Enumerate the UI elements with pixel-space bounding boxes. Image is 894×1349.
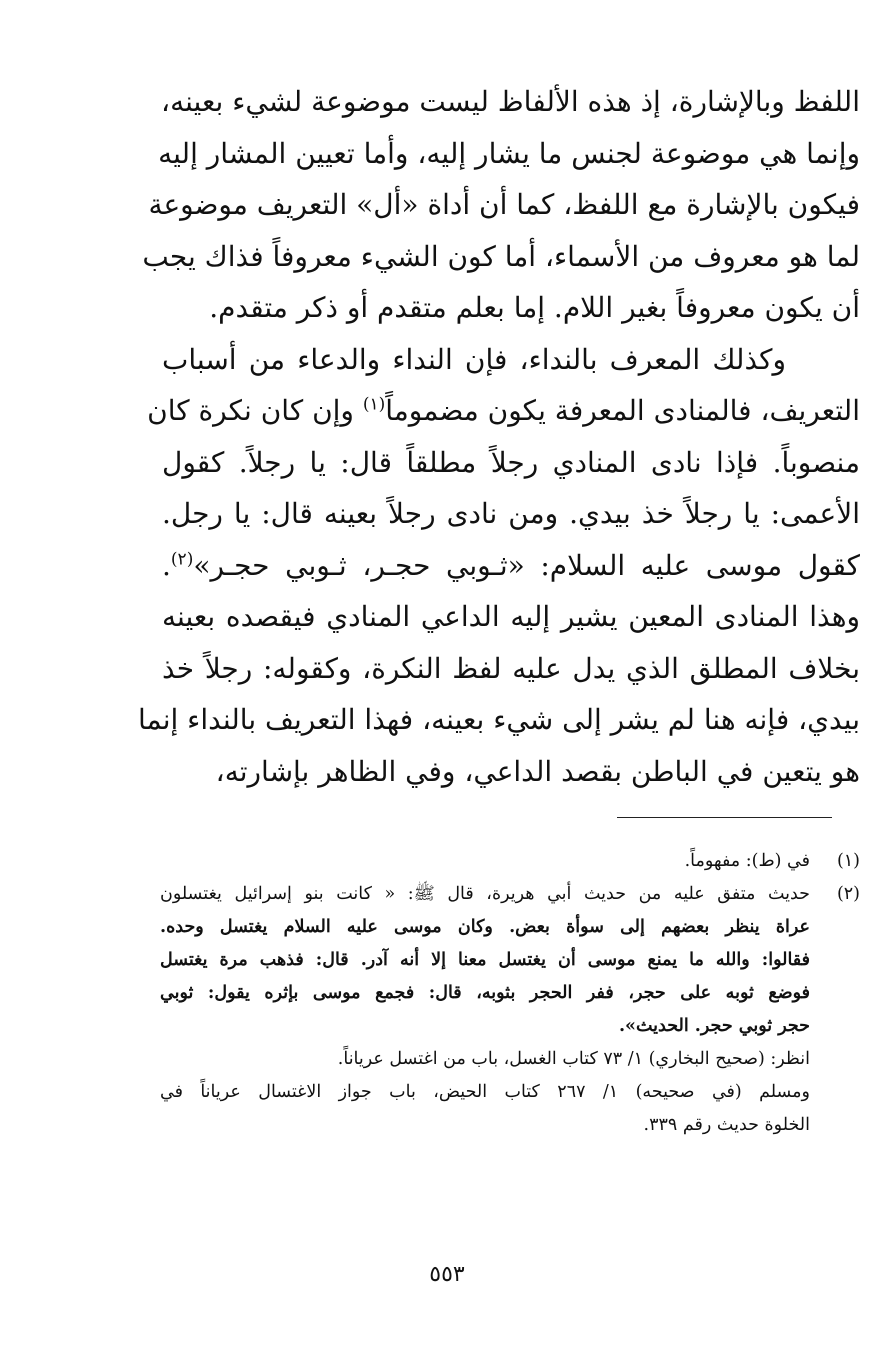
footnote-number: (١) xyxy=(836,851,860,871)
main-text-block xyxy=(137,76,860,797)
footnote-line: حديث متفق عليه من حديث أبي هريرة، قال ﷺ: « كانت بنو إسرائيل يغتسلون xyxy=(160,884,810,904)
footnote-line: الخلوة حديث رقم ٣٣٩. xyxy=(643,1115,810,1135)
text-line: أن يكون معروفاً بغير اللام. إما بعلم متقدم أو ذكر متقدم. xyxy=(209,291,860,324)
footnote-line: فوضع ثوبه على حجر، ففر الحجر بثوبه، قال: فجمع موسى بإثره يقول: ثوبي xyxy=(160,983,810,1003)
text-line: فيكون بالإشارة مع اللفظ، كما أن أداة «أل» التعريف موضوعة xyxy=(148,188,860,221)
footnote-2 xyxy=(160,878,860,1142)
footnote-line: حجر ثوبي حجر. الحديث». xyxy=(618,1016,810,1036)
text-line: اللفظ وبالإشارة، إذ هذه الألفاظ ليست موضوعة لشيء بعينه، xyxy=(161,85,860,118)
footnote-line: انظر: (صحيح البخاري) ١/ ٧٣ كتاب الغسل، باب من اغتسل عرياناً. xyxy=(337,1049,810,1069)
footnote-reference[interactable]: (٢) xyxy=(170,549,194,570)
text-segment: كقول موسى عليه السلام: «ثـوبي حجـر، ثـوبي حجـر» xyxy=(193,548,860,582)
text-segment: التعريف، فالمنادى المعرفة يكون مضموماً xyxy=(385,394,860,427)
footnote-line: في (ط): مفهوماً. xyxy=(684,851,810,871)
page-number: ٥٥٣ xyxy=(429,1262,465,1287)
text-segment: وإن كان نكرة كان xyxy=(147,394,354,427)
footnote-1 xyxy=(160,845,860,878)
text-line: وإنما هي موضوعة لجنس ما يشار إليه، وأما تعيين المشار إليه xyxy=(158,136,860,170)
text-segment: . xyxy=(162,548,171,582)
text-line: الأعمى: يا رجلاً خذ بيدي. ومن نادى رجلاً بعينه قال: يا رجل. xyxy=(162,497,860,530)
footnote-number: (٢) xyxy=(836,884,860,904)
footnote-reference[interactable]: (١) xyxy=(362,394,386,415)
footnote-separator xyxy=(617,817,832,818)
text-line: بخلاف المطلق الذي يدل عليه لفظ النكرة، وكقوله: رجلاً خذ xyxy=(162,651,860,685)
text-line-with-footnote xyxy=(147,385,860,437)
text-line: هو يتعين في الباطن بقصد الداعي، وفي الظاهر بإشارته، xyxy=(215,754,860,788)
text-line: بيدي، فإنه هنا لم يشر إلى شيء بعينه، فهذا التعريف بالنداء إنما xyxy=(137,703,860,736)
footnote-line: فقالوا: والله ما يمنع موسى أن يغتسل معنا إلا أنه آدر. قال: فذهب مرة يغتسل xyxy=(160,950,810,970)
text-line: وكذلك المعرف بالنداء، فإن النداء والدعاء من أسباب xyxy=(162,342,786,376)
text-line: لما هو معروف من الأسماء، أما كون الشيء معروفاً فذاك يجب xyxy=(142,239,860,273)
text-line: منصوباً. فإذا نادى المنادي رجلاً مطلقاً قال: يا رجلاً. كقول xyxy=(162,445,860,479)
footnotes-section xyxy=(160,845,860,1142)
footnote-line: عراة ينظر بعضهم إلى سوأة بعض. وكان موسى عليه السلام يغتسل وحده. xyxy=(160,917,810,937)
text-line: وهذا المنادى المعين يشير إليه الداعي المنادي فيقصده بعينه xyxy=(162,600,860,633)
footnote-line: ومسلم (في صحيحه) ١/ ٢٦٧ كتاب الحيض، باب جواز الاغتسال عرياناً في xyxy=(160,1082,810,1102)
text-line-with-footnote xyxy=(162,540,860,592)
